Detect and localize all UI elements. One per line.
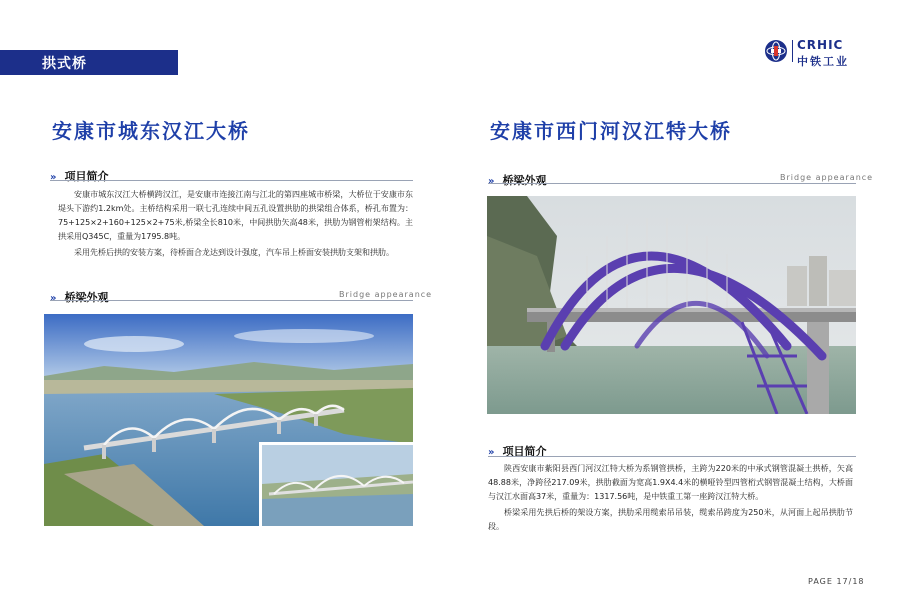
left-intro-paragraph: 安康市城东汉江大桥横跨汉江，是安康市连接江南与江北的第四座城市桥梁，大桥位于安康市东堤头下游约1.2km处。主桥结构采用一联七孔连续中间五孔设置拱肋的拱梁组合体系，桥孔布置为：75+125×2+160+125×2+75米,桥梁全长810米，中间拱肋矢高48米，拱肋为钢管桁架结构。主拱采用Q345C，重量为1795.8吨。 (58, 190, 413, 241)
double-chevron-icon: » (50, 172, 57, 183)
left-intro-heading-row (50, 165, 415, 184)
left-intro-rule (50, 180, 413, 181)
left-appearance-heading: 桥梁外观 (64, 291, 109, 304)
section-label: 拱式桥 (42, 56, 87, 72)
left-intro-text (58, 188, 413, 260)
logo-divider (792, 40, 793, 62)
right-appearance-heading: 桥梁外观 (502, 174, 547, 187)
right-appearance-rule (488, 183, 856, 184)
right-intro-paragraph: 陕西安康市紫阳县西门河汉江特大桥为系钢管拱桥，主跨为220米的中承式钢管混凝土拱桥，矢高48.88米，净跨径217.09米，拱肋截面为宽高1.9X4.4米的横哑铃型四管桁式钢管混凝土结构，大桥面与汉江水面高37米，重量为：1317.56吨，是中铁重工第一座跨汉江特大桥。 (488, 464, 853, 501)
right-intro-heading: 项目简介 (502, 445, 547, 458)
double-chevron-icon: » (488, 176, 495, 187)
crhic-logo-icon (765, 40, 787, 62)
right-intro-rule (488, 456, 856, 457)
right-bridge-title: 安康市西门河汉江特大桥 (490, 119, 732, 143)
double-chevron-icon: » (488, 447, 495, 458)
left-intro-heading: 项目简介 (64, 170, 109, 183)
right-appearance-tag: Bridge appearance (780, 173, 874, 182)
left-intro-paragraph: 采用先桥后拱的安装方案，待桥面合龙达到设计强度，汽车吊上桥面安装拱肋支架和拱肋。 (74, 248, 394, 257)
section-header-bar (0, 50, 178, 75)
right-bridge-photo (487, 196, 856, 414)
logo-chinese: 中铁工业 (797, 55, 849, 68)
right-intro-text (488, 462, 853, 534)
left-bridge-photo (44, 314, 413, 526)
double-chevron-icon: » (50, 293, 57, 304)
company-logo (765, 37, 875, 67)
page-number: PAGE 17/18 (808, 577, 865, 586)
left-bridge-title: 安康市城东汉江大桥 (52, 119, 250, 143)
left-appearance-rule (50, 300, 413, 301)
right-intro-paragraph: 桥梁采用先拱后桥的架设方案，拱肋采用缆索吊吊装，缆索吊跨度为250米，从河面上起吊拱肋节段。 (488, 508, 853, 531)
left-appearance-tag: Bridge appearance (339, 290, 433, 299)
logo-english: CRHIC (797, 38, 844, 52)
